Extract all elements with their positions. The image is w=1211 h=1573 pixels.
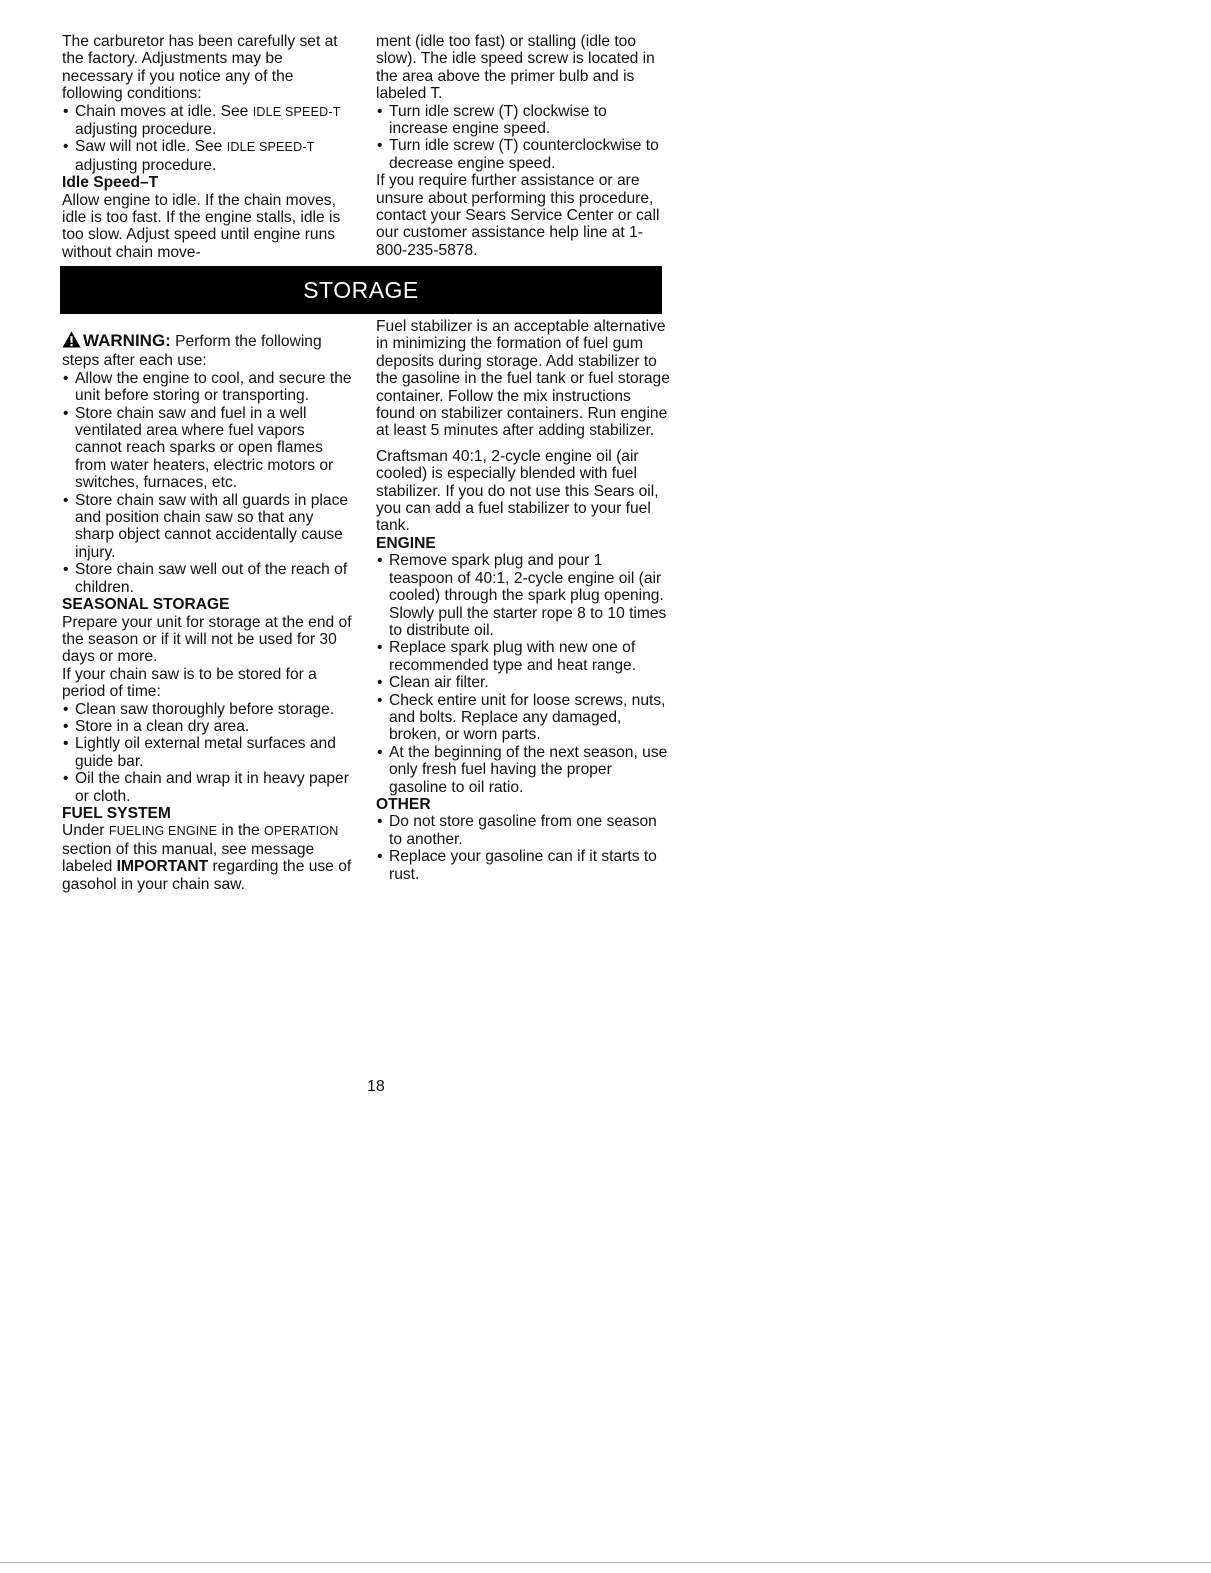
condition-text: Chain moves at idle. See [75,102,253,120]
list-item: • Oil the chain and wrap it in heavy paper or cloth. [62,770,354,805]
carburetor-intro-text: The carburetor has been carefully set at the factory. Adjustments may be necessary if you notice any of the following conditions: [62,33,338,103]
warning-paragraph [62,331,354,370]
list-item: • Store in a clean dry area. [62,718,354,735]
list-item: • Clean air filter. [376,674,670,691]
idle-speed-text: Allow engine to idle. If the chain moves, idle is too fast. If the engine stalls, idle is too slow. Adjust speed until engine runs without chain move- [62,191,341,261]
list-item: • Turn idle screw (T) clockwise to increase engine speed. [376,103,668,138]
list-item [62,103,352,139]
engine-heading: ENGINE [376,534,436,552]
seasonal-storage-list [62,701,354,805]
list-item: • At the beginning of the next season, use only fresh fuel having the proper gasoline to oil ratio. [376,744,670,796]
list-item: • Remove spark plug and pour 1 teaspoon of 40:1, 2-cycle engine oil (air cooled) through the spark plug opening. Slowly pull the starter rope 8 to 10 times to distribute oil. [376,552,670,639]
fuel-stabilizer-text: Fuel stabilizer is an acceptable alternative in minimizing the formation of fuel gum deposits during storage. Add stabilizer to the gasoline in the fuel tank or fuel storage container. Follow the mix instructions found on stabilizer containers. Run engine at least 5 minutes after adding stabilizer. [376,318,670,440]
list-item: • Store chain saw with all guards in place and position chain saw so that any sharp object cannot accidentally cause injury. [62,492,354,562]
list-item [62,138,352,174]
page-number: 18 [367,1078,385,1095]
warning-text: Perform the following steps after each use: [62,333,322,370]
engine-storage-list [376,552,670,796]
warning-label: WARNING: [83,331,171,350]
warning-triangle-icon [62,331,81,352]
seasonal-storage-heading: SEASONAL STORAGE [62,596,230,614]
idle-speed-continued-text: ment (idle too fast) or stalling (idle too slow). The idle speed screw is located in the area above the primer bulb and is labeled T. [376,33,655,103]
procedure-reference: IDLE SPEED-T [252,104,341,119]
condition-tail: adjusting procedure. [75,156,217,174]
fuel-text-part: Under [62,822,109,840]
seasonal-storage-period-text: If your chain saw is to be stored for a period of time: [62,665,317,701]
list-item: • Turn idle screw (T) counterclockwise to decrease engine speed. [376,137,668,172]
list-item: • Do not store gasoline from one season to another. [376,813,670,848]
operation-reference: OPERATION [264,824,339,839]
idle-speed-continued-column [376,33,668,259]
list-item: • Replace your gasoline can if it starts to rust. [376,848,670,883]
section-title: STORAGE [303,276,419,303]
list-item: • Lightly oil external metal surfaces and guide bar. [62,735,354,770]
idle-screw-list [376,103,668,173]
other-storage-list [376,813,670,883]
important-label: IMPORTANT [116,858,209,876]
assistance-text: If you require further assistance or are unsure about performing this procedure, contact your Sears Service Center or call our customer assistance help line at 1-800-235-5878. [376,172,660,259]
list-item: • Clean saw thoroughly before storage. [62,701,354,718]
fuel-text-part: regarding the use of gasohol in your chain saw. [62,858,352,893]
carburetor-intro-column [62,33,352,261]
list-item: • Store chain saw and fuel in a well ventilated area where fuel vapors cannot reach sparks or open flames from water heaters, electric motors or switches, furnaces, etc. [62,405,354,492]
condition-text: Saw will not idle. See [75,138,227,156]
list-item: • Allow the engine to cool, and secure the unit before storing or transporting. [62,370,354,405]
storage-section-banner [60,266,662,314]
fueling-engine-reference: FUELING ENGINE [108,824,218,839]
other-heading: OTHER [376,795,431,813]
condition-tail: adjusting procedure. [75,121,217,139]
fuel-text-part: section of this manual, see message labeled [62,840,315,876]
storage-left-column [62,331,354,893]
page-edge-divider [0,1562,1211,1563]
fuel-text-part: in the [217,822,264,840]
list-item: • Store chain saw well out of the reach of children. [62,561,354,596]
fuel-system-heading: FUEL SYSTEM [62,804,171,822]
seasonal-storage-text: Prepare your unit for storage at the end of the season or if it will not be used for 30 days or more. [62,613,352,666]
idle-speed-heading: Idle Speed–T [62,174,159,192]
procedure-reference: IDLE SPEED-T [226,140,315,155]
carburetor-conditions-list [62,103,352,175]
warning-steps-list [62,370,354,596]
list-item: • Replace spark plug with new one of recommended type and heat range. [376,639,670,674]
craftsman-oil-text: Craftsman 40:1, 2-cycle engine oil (air cooled) is especially blended with fuel stabilizer. If you do not use this Sears oil, you can add a fuel stabilizer to your fuel tank. [376,447,659,535]
storage-right-column [376,318,670,883]
list-item: • Check entire unit for loose screws, nuts, and bolts. Replace any damaged, broken, or worn parts. [376,692,670,744]
fuel-system-text [62,822,354,893]
